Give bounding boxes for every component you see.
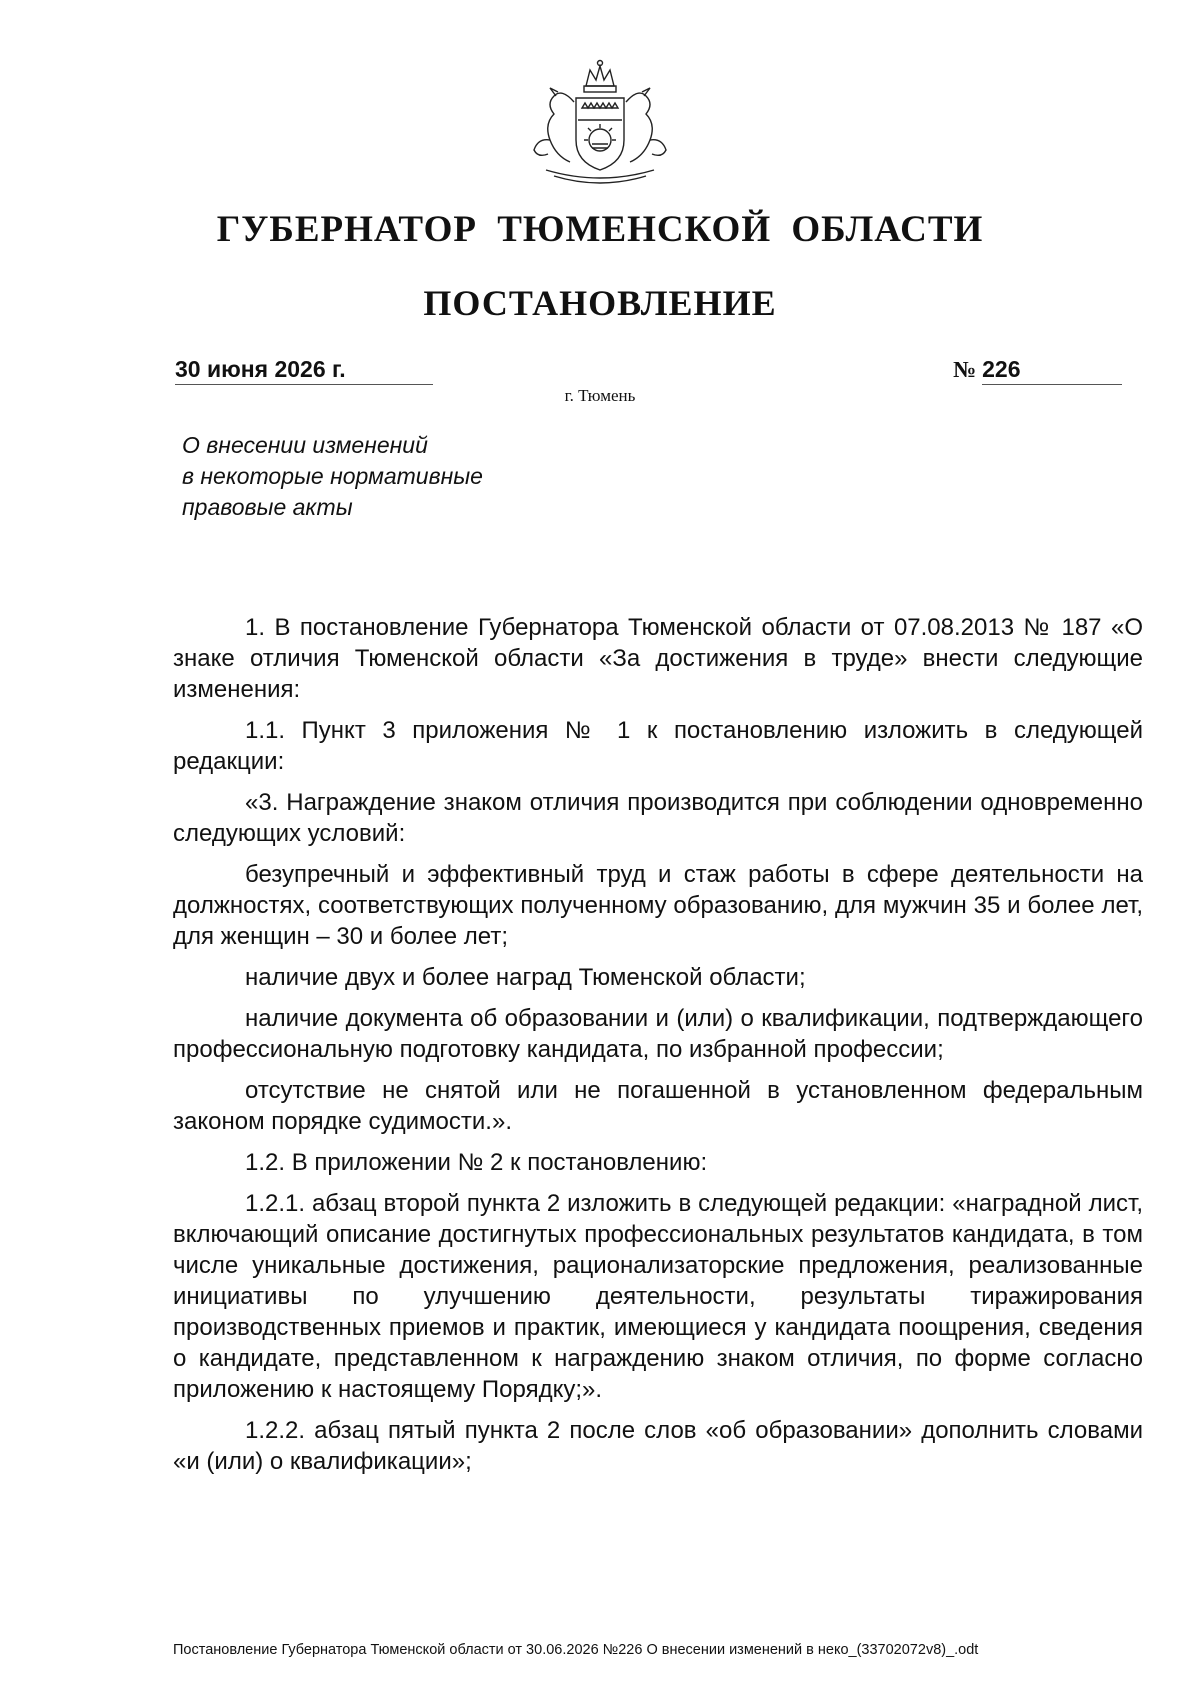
governor-title: ГУБЕРНАТОР ТЮМЕНСКОЙ ОБЛАСТИ [216, 209, 984, 250]
document-subject [182, 430, 602, 523]
body-paragraph: 1.2.1. абзац второй пункта 2 изложить в следующей редакции: «наградной лист, включающий описание достигнутых профессиональных результатов кандидата, в том числе уникальные достижения, рационализаторские предложения, реализованные инициативы по улучшению деятельности, результаты тиражирования производственных приемов и практик, имеющиеся у кандидата поощрения, сведения о кандидате, представленном к награждению знаком отличия, по форме согласно приложению к настоящему Порядку;». [173, 1190, 1143, 1403]
body-paragraph: наличие документа об образовании и (или) о квалификации, подтверждающего профессиональную подготовку кандидата, по избранной профессии; [173, 1005, 1143, 1063]
number-label: № [953, 357, 977, 382]
document-number-field [953, 354, 1122, 385]
document-body [173, 612, 1143, 1487]
body-paragraph: 1.2. В приложении № 2 к постановлению: [245, 1149, 708, 1176]
subject-line: О внесении изменений [182, 432, 428, 458]
document-date: 30 июня 2026 г. [175, 354, 433, 385]
page-footer: Постановление Губернатора Тюменской области от 30.06.2026 №226 О внесении изменений в неко_(33702072v8)_.odt [173, 1642, 979, 1658]
body-paragraph: безупречный и эффективный труд и стаж работы в сфере деятельности на должностях, соответствующих полученному образованию, для мужчин 35 и более лет, для женщин – 30 и более лет; [173, 861, 1143, 950]
body-paragraph: «3. Награждение знаком отличия производится при соблюдении одновременно следующих условий: [173, 789, 1143, 847]
city-label: г. Тюмень [564, 386, 636, 405]
tyumen-region-coat-of-arms-icon [520, 58, 680, 188]
body-paragraph: отсутствие не снятой или не погашенной в установленном федеральным законом порядке судимости.». [173, 1077, 1143, 1135]
body-paragraph: 1.2.2. абзац пятый пункта 2 после слов «об образовании» дополнить словами «и (или) о квалификации»; [173, 1417, 1143, 1475]
body-paragraph: 1.1. Пункт 3 приложения № 1 к постановлению изложить в следующей редакции: [173, 717, 1143, 775]
subject-line: правовые акты [182, 494, 353, 520]
body-paragraph: наличие двух и более наград Тюменской области; [245, 964, 806, 991]
document-number: 226 [982, 354, 1122, 385]
body-paragraph: 1. В постановление Губернатора Тюменской области от 07.08.2013 № 187 «О знаке отличия Тюменской области «За достижения в труде» внести следующие изменения: [173, 614, 1143, 703]
subject-line: в некоторые нормативные [182, 463, 483, 489]
document-type-heading: ПОСТАНОВЛЕНИЕ [423, 283, 777, 323]
